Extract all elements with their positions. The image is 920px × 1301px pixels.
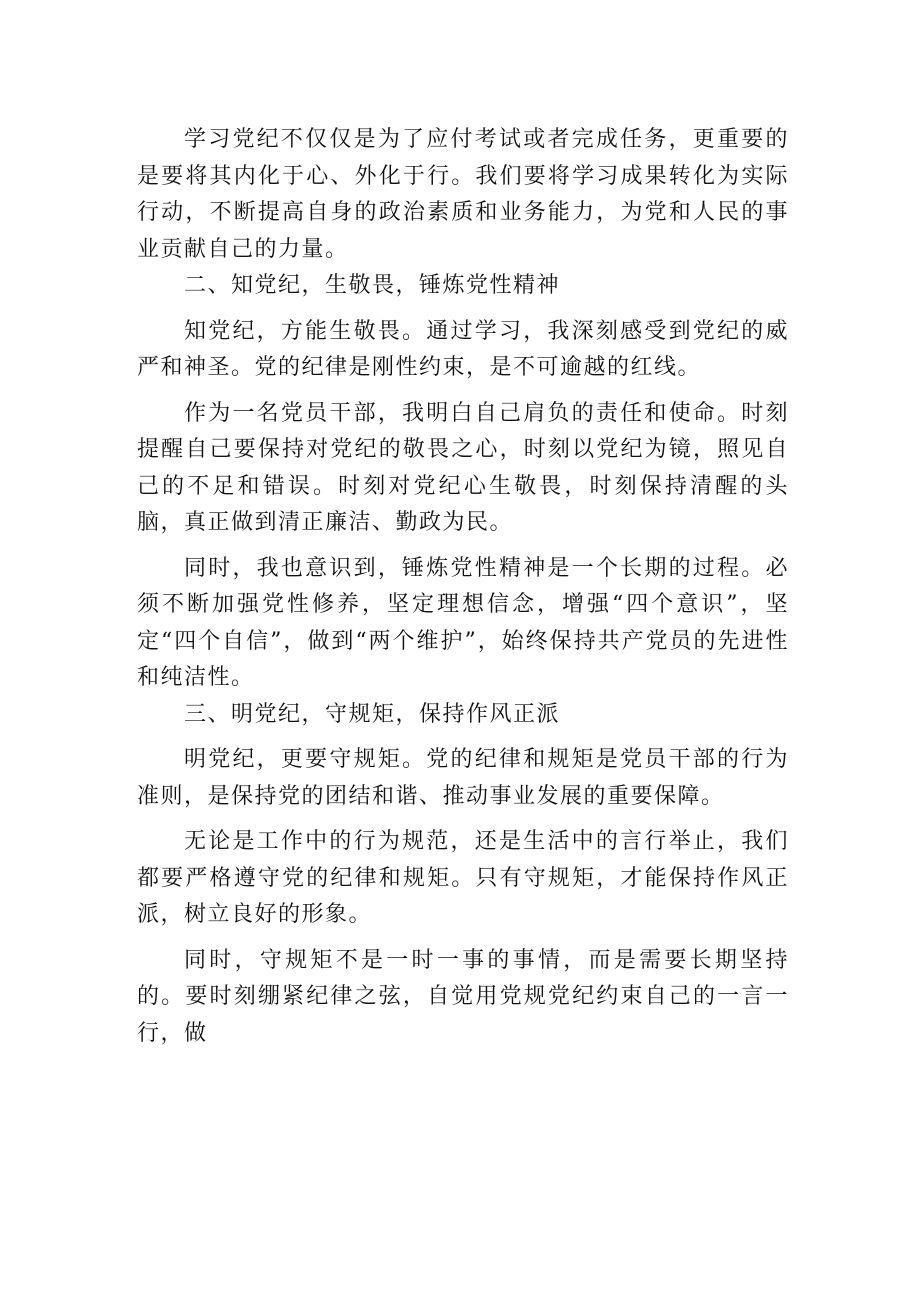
- section-heading-2: 二、知党纪，生敬畏，锤炼党性精神: [184, 273, 561, 298]
- section-heading-3: 三、明党纪，守规矩，保持作风正派: [184, 701, 561, 727]
- document-body: [137, 122, 789, 1052]
- paragraph-long-term: 同时，守规矩不是一时一事的事情，而是需要长期坚持的。要时刻绷紧纪律之弦，自觉用党规党纪约束自己的一言一行，做: [137, 947, 789, 1046]
- paragraph-conduct-norms: 无论是工作中的行为规范，还是生活中的言行举止，我们都要严格遵守党的纪律和规矩。只有守规矩，才能保持作风正派，树立良好的形象。: [137, 829, 789, 927]
- paragraph-party-cadre: 作为一名党员干部，我明白自己肩负的责任和使命。时刻提醒自己要保持对党纪的敬畏之心，时刻以党纪为镜，照见自己的不足和错误。时刻对党纪心生敬畏，时刻保持清醒的头脑，真正做到清正廉洁、勤政为民。: [137, 400, 789, 535]
- paragraph-temper-spirit: 同时，我也意识到，锤炼党性精神是一个长期的过程。必须不断加强党性修养，坚定理想信念，增强“四个意识”，坚定“四个自信”，做到“两个维护”，始终保持共产党员的先进性和纯洁性。: [137, 555, 789, 690]
- paragraph-know-discipline: 知党纪，方能生敬畏。通过学习，我深刻感受到党纪的威严和神圣。党的纪律是刚性约束，是不可逾越的红线。: [137, 318, 789, 380]
- paragraph-study-internalize: 学习党纪不仅仅是为了应付考试或者完成任务，更重要的是要将其内化于心、外化于行。我们要将学习成果转化为实际行动，不断提高自身的政治素质和业务能力，为党和人民的事业贡献自己的力量。: [137, 127, 789, 262]
- paragraph-understand-rules: 明党纪，更要守规矩。党的纪律和规矩是党员干部的行为准则，是保持党的团结和谐、推动事业发展的重要保障。: [137, 747, 789, 809]
